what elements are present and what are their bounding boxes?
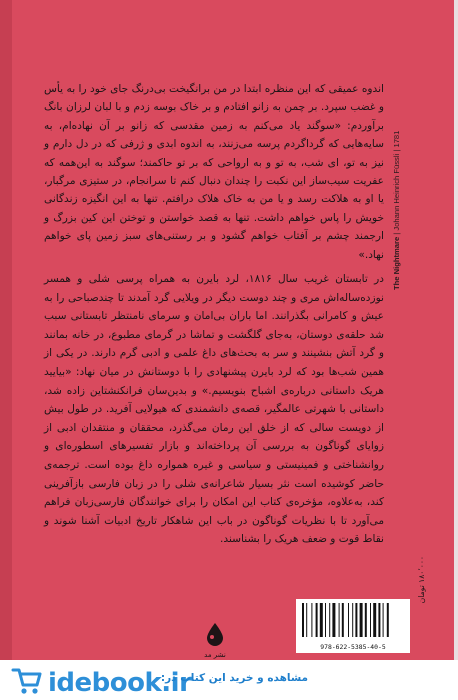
- artwork-title: The Nightmare: [392, 236, 401, 290]
- artwork-year: 1781: [392, 130, 401, 148]
- price-text: ۱۸۰٬۰۰۰ تومان: [417, 556, 426, 604]
- artwork-artist: Johann Heinrich Füssli: [392, 153, 401, 231]
- cart-icon: [10, 664, 44, 696]
- cover-art-credit: [390, 68, 404, 290]
- watermark-caption: مشاهده و خرید این کتاب در:: [160, 672, 308, 684]
- publisher-drop-icon: [206, 622, 224, 646]
- credit-separator: |: [392, 232, 401, 235]
- price-label: [415, 556, 429, 636]
- barcode-bars: [300, 603, 406, 637]
- publisher-logo: [200, 622, 230, 662]
- cover-left-edge: [0, 0, 12, 700]
- watermark-brand: idebook.ir: [48, 668, 192, 698]
- publisher-name: نشر مد: [204, 651, 226, 659]
- watermark-banner[interactable]: [0, 660, 458, 700]
- cover-right-edge: [454, 0, 458, 700]
- isbn-number: 978-622-5385-40-5: [320, 643, 386, 651]
- excerpt-paragraph: اندوه عمیقی که این منظره ابتدا در من برانگیخت بی‌درنگ جای خود را به یأس و غضب سپرد. بر چمن به زانو افتادم و بر خاک بوسه زدم و با لبان لرزان بانگ برآوردم: «سوگند یاد می‌کنم به زمین مقدسی که زانو بر آن نهاده‌ام، به سایه‌هایی که گرداگردم پرسه می‌زنند، به اندوه ابدی و ژرفی که در دل دارم و نیز به تو، ای شب، به تو و به ارواحی که بر تو حاکمند؛ سوگند به این‌همه که عفریت سیب‌ساز این نکبت را چندان دنبال کنم تا سرانجام، در ستیزی مرگبار، یا او به هلاکت رسد و یا من به خاک هلاک درافتم. تنها به این انگیزه زندگانی خویش را پاس خواهم داشت. تنها به قصد خواستن و توختن این کین بزرگ و ارجمند چشم بر آفتاب خواهم گشود و بر رستنی‌های سبز زمین پای خواهم نهاد.»: [44, 83, 384, 261]
- credit-separator-2: |: [392, 149, 401, 152]
- synopsis-paragraph: در تابستان غریب سال ۱۸۱۶، لرد بایرن به همراه پرسی شلی و همسر نوزده‌ساله‌اش مری و چند دوست دیگر در ویلایی گرد آمدند تا چندصباحی را به عیش و کامرانی بگذرانند. اما باران بی‌امان و سرمای نامنتظر تابستانی سبب شد حلقه‌ی دوستان، به‌جای گلگشت و تماشا در گرمای مطبوع، در خانه بمانند و گرد آتش بنشینند و سر به بحث‌های داغ علمی و ادبی گرم دارند. در یکی از همین شب‌ها بود که لرد بایرن پیشنهادی را با دوستانش در میان نهاد: «بیایید هریک داستانی درباره‌ی اشباح بنویسیم.» و بدین‌سان فرانکنشتاین زاده شد، داستانی با شهرتی عالمگیر، قصه‌ی دانشمندی که هیولایی آفرید. در طول بیش از دویست سالی که از خلق این رمان می‌گذرد، محققان و منتقدان ادبی از زوایای گوناگون به بررسی آن پرداخته‌اند و بازار تفسیرهای اسطوره‌ای و روانشناختی و فمینیستی و سیاسی و غیره همواره داغ بوده است. ترجمه‌ی حاضر کوشیده است نثر بسیار شاعرانه‌ی شلی را در زبان فارسی بازآفرینی کند، به‌علاوه، مؤخره‌ی کتاب این امکان را برای خوانندگان فارسی‌زبان فراهم می‌آورد تا با نظریات گوناگون در باب این شاهکار تاریخ ادبیات آشنا شوند و نقاط قوت و ضعف هریک را بشناسند.: [44, 273, 384, 546]
- barcode: [296, 599, 410, 653]
